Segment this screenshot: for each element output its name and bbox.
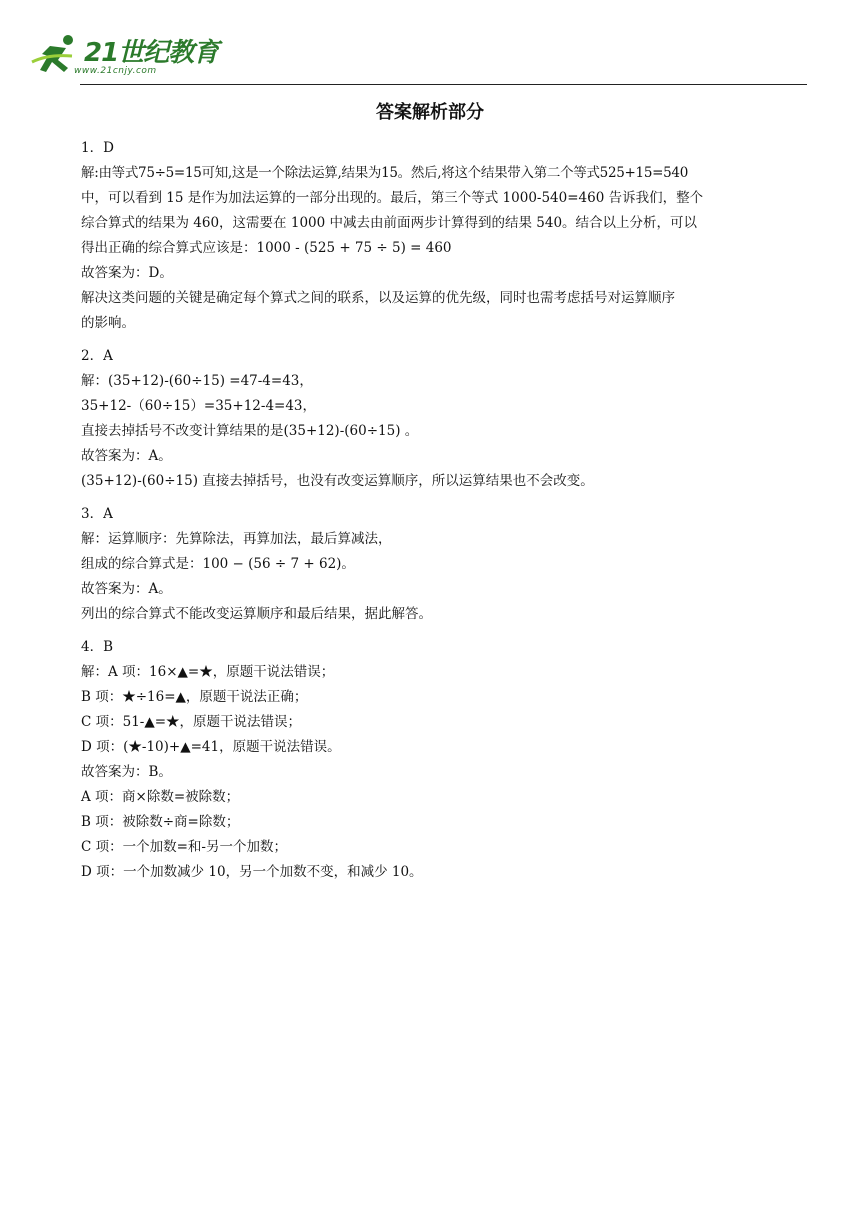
explanation-line: D 项：(★-10)+▲=41，原题干说法错误。	[81, 739, 341, 755]
explanation-line: 35+12-（60÷15）=35+12-4=43，	[81, 398, 317, 414]
site-logo	[28, 32, 228, 80]
question-block-3	[81, 502, 781, 627]
explanation-line: D 项：一个加数减少 10，另一个加数不变，和减少 10。	[81, 864, 423, 880]
answer-line: 故答案为：B。	[81, 764, 172, 780]
answer-line: 故答案为：A。	[81, 581, 172, 597]
explanation-line: 解：运算顺序：先算除法，再算加法，最后算减法，	[81, 531, 392, 547]
explanation-line: B 项：被除数÷商=除数；	[81, 814, 240, 830]
explanation-line: 解决这类问题的关键是确定每个算式之间的联系，以及运算的优先级，同时也需考虑括号对运算顺序	[81, 290, 675, 306]
question-block-4	[81, 635, 781, 885]
explanation-line: 组成的综合算式是：100 − (56 ÷ 7 + 62)。	[81, 556, 355, 572]
explanation-line: 综合算式的结果为 460，这需要在 1000 中减去由前面两步计算得到的结果 540。结合以上分析，可以	[81, 215, 698, 231]
answer-line: 故答案为：D。	[81, 265, 173, 281]
answer-content	[81, 136, 781, 885]
logo-text: 21世纪教育	[84, 38, 219, 68]
logo-url: www.21cnjy.com	[74, 66, 157, 76]
question-number: 1．D	[81, 140, 114, 156]
question-block-2	[81, 344, 781, 494]
question-number: 4．B	[81, 639, 114, 655]
explanation-line: A 项：商×除数=被除数；	[81, 789, 240, 805]
explanation-line: 解:由等式75÷5=15可知,这是一个除法运算,结果为15。然后,将这个结果带入第二个等式525+15=540	[81, 165, 689, 181]
question-number: 3．A	[81, 506, 113, 522]
explanation-line: (35+12)-(60÷15) 直接去掉括号，也没有改变运算顺序，所以运算结果也不会改变。	[81, 473, 594, 489]
explanation-line: 中，可以看到 15 是作为加法运算的一部分出现的。最后，第三个等式 1000-540=460 告诉我们，整个	[81, 190, 704, 206]
page-title: 答案解析部分	[376, 102, 484, 123]
explanation-line: B 项：★÷16=▲，原题干说法正确；	[81, 689, 308, 705]
explanation-line: 列出的综合算式不能改变运算顺序和最后结果，据此解答。	[81, 606, 432, 622]
explanation-line: 直接去掉括号不改变计算结果的是(35+12)-(60÷15) 。	[81, 423, 419, 439]
explanation-line: C 项：一个加数=和-另一个加数；	[81, 839, 287, 855]
explanation-line: 的影响。	[81, 315, 135, 331]
header-divider	[80, 84, 807, 85]
explanation-line: 解：(35+12)-(60÷15) =47-4=43，	[81, 373, 313, 389]
answer-line: 故答案为：A。	[81, 448, 172, 464]
page-header	[28, 28, 788, 86]
explanation-line: 得出正确的综合算式应该是：1000 - (525 + 75 ÷ 5) = 460	[81, 240, 452, 256]
question-number: 2．A	[81, 348, 113, 364]
question-block-1	[81, 136, 781, 336]
explanation-line: 解：A 项：16×▲=★，原题干说法错误；	[81, 664, 335, 680]
explanation-line: C 项：51-▲=★，原题干说法错误；	[81, 714, 302, 730]
